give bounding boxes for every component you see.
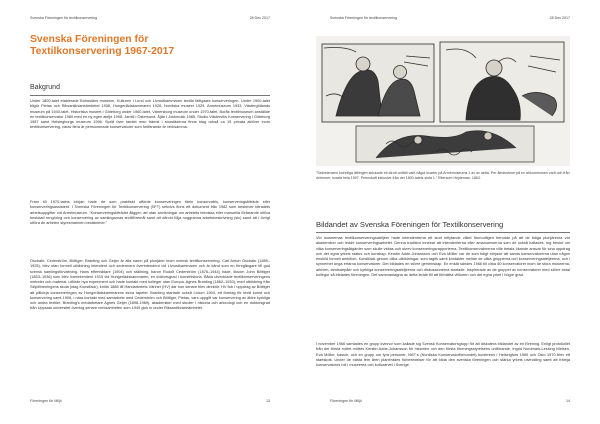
document-title (30, 34, 270, 57)
title-line-2: Textilkonservering 1967-2017 (30, 45, 175, 57)
section-divider (316, 232, 570, 233)
paragraph: Under 1800-talet etablerade Bohusläns museum, Kulturen i Lund och Livrustkammaren textila fältigaste konserveringen. Under 1900-talet tillgör Pietas och Riksantikvarieämbetet 1908, Hungerlädskammaren 1926, Nordiska museet 1929, Armémuseum 1933, Västergötlands museum på 1940-talet, Historiska museet i Göteborg under 1960-talet, Vänersborg museum under 1970-talet. Borås textilmuseum anställde en textilkonservator 1980 med en ny egen ateljé 1998, Jamtli i Östersund, Åjtte i Jokkmokk 1985, Studio Västerviks Konservering i Göteborg 1987 samt Helsingborgs museum 1996. Spritt över landet men främst i storstäderna finns idag också ca 15 privata aktörer inom textilkonservering, varav flera är pensionerade konservatorer som fortfarande är verksamma. (30, 99, 270, 130)
title-line-1: Svenska Föreningen för (30, 34, 149, 45)
footer-label: Föreningen för Miljö (330, 399, 362, 403)
paragraph: Fram till 1970-talets början hade de som praktiskt utförde konserveringen titeln konservatris, konserveringsbiträde eller konserveringsassistent. I Svenska Föreningen för Textilkonservering (SFT) sekvivs finns ett dokument från 1982 som beskriver bitradets arbetsuppgifter vid Armémuseum. "Konserveringsbiträdet åligger: att utan anvisningar om arbetets tekniska eller manuella förfarande utföra beslutad rengöring och konservering av samlingarnas textilföremål samt att därvid följa noggranna arbetsbeskrivning (sic) samt att i övrigt utföra de arbeten styresmannen bestämmer." (30, 200, 270, 225)
page-number: 13 (266, 399, 270, 403)
right-page-footer (330, 399, 570, 407)
paragraph: Vid museernas textilkonserveringsateljéer hade intendenterna ett stort inflytande vilket förmodligen berodde på att de tidiga pionjärerna var akademiker och ledde konserveringsarbetet. Denna tradition innebar att intendenterna eller amanuenserna som de också kallades, tog beslut om vilka konserveringsåtgärder som skulle vidtas och skrev konserveringsrapporterna. Textilkonservatorerna ville betala ökande ansvar för sina uppdrag och det egna yrkets status och kunskap. Kerstin Adde-Johansson och Eva Möller var de som tidigt började att samla konservatorerna utan någon enskild formell ambition. Konstfack genom olika utbildningar, som tagits samt kontakter mellan de olika grupperna och konserveringsateljéerna, och i synnerhet unga erfarna konservatorer. Det bildades en större gemenskap. En enkät sändes 1966 till cirka 60 konservatorer inom de stora museerna, arkiven, landsdepåer och kyrkliga konserveringsateljéerna och diskussionerna startade. Inspirerade av de grupper av konservatorer med större antal kollegor så bildades föreningen. Det sammantagna av detta ledde till att förbättra villkoren och det egna yrket i högre grad. (316, 236, 570, 277)
left-page-header (30, 16, 270, 24)
left-page-footer (30, 399, 270, 407)
illustration-drawing (316, 36, 570, 166)
paragraph: Oscbahr, Cederström, Böttiger, Branting och Geijer är alla namn på pionjärer inom svensk textilkonservering. Carl Anton Oscbahr (1859–1925), blev utan formell utbildning intendent och sedermera överintendent vid Livrustkammaren och är känd som en föregångare till god svensk samlingsförvaltning. Hans efterträdare (1904) och ställning, baron Rudolf Cederström (1876–1944) hade, liksom John Böttiger (1853–1936) som blev överintendent 1915 vid Hungerlädskammaren, en doktorsgrad i konsthistoria. Båda utvecklade textilkonserveringens metoder och material, utförde nya experiment och hade kontakt med kolleger utan Europa. Agnes Branting (1862–1930), med utbildning från Slöjdföreningens skola (idag Konstfack), knöts 1885 till Handarbetets Vänner (HV) där hon senare blev direktör. HV fick i uppdrag av Böttiger att påbörja konserveringen av Hungerlädskammarens stora tapeter. Branting startade också Licium 1904, ett företag för textil konst och konservering samt 1908, i nära kontakt med samarbete med Cederström och Böttiger, Pietas, vars uppgift var konservering av äldre kyrkliga och andra textiler. Branting's medarbetare Agnes Geijer (1898-1989), akademiker med studier i historia och arkeologi och en doktorsgrad från Uppsala universitet övertog senare verksamheten som 1949 gick in under Riksantikvarieämbetet. (30, 259, 270, 311)
header-date: 28 Dec 2017 (549, 16, 570, 20)
page-number: 14 (566, 399, 570, 403)
header-title: Svenska Föreningen för textilkonservering (30, 16, 98, 20)
section-divider (30, 95, 270, 96)
newspaper-clipping-illustration (316, 36, 570, 166)
footer-label: Föreningen för Miljö (30, 399, 62, 403)
photo-caption: "Sekreteraren kvinnliga ättlingen skickade ett idrott ordfält varit något kvarter på Armémuseums 1 av av detta. Per åtminstone på en ahkommunen varit och från drömmer, svarta hela 1907. Pennskaft inklusive från det 1800-talets sista 1." Eftersom Hejdeman, 1863. (316, 171, 570, 180)
paragraph: I november 1966 samlades en grupp kvinnor som kallade sig Svensk Konservatorsgrupp för att diskutera bildandet av en förening. Enligt protokollet från det första mötet möttes Kerstin Adde-Johansson för historien och den första föreningsstyrelsens ordförande, Ingrid Nordmark-Lessing Nielsen, Eva Möller, kassör, och en grupp om fyra personer, NKF:s (Nordiska Konservatorförbundet) konferens i Helsingfors 1969 och Oslo 1970 blev ett startskott. Under de nästa fem åren planerades förberedelser för att bilda den svenska föreningen och stärka yrkets utveckling samt att främja konservatorns roll i museerna och kulturarvet i Sverige. (316, 342, 570, 367)
section-heading-bakgrund: Bakgrund (30, 84, 60, 91)
header-title: Svenska Föreningen för textilkonservering (330, 16, 398, 20)
right-page-header (330, 16, 570, 24)
section-heading-bildandet: Bildandet av Svenska Föreningen för Textilkonservering (316, 220, 504, 229)
header-date: 28 Dec 2017 (249, 16, 270, 20)
